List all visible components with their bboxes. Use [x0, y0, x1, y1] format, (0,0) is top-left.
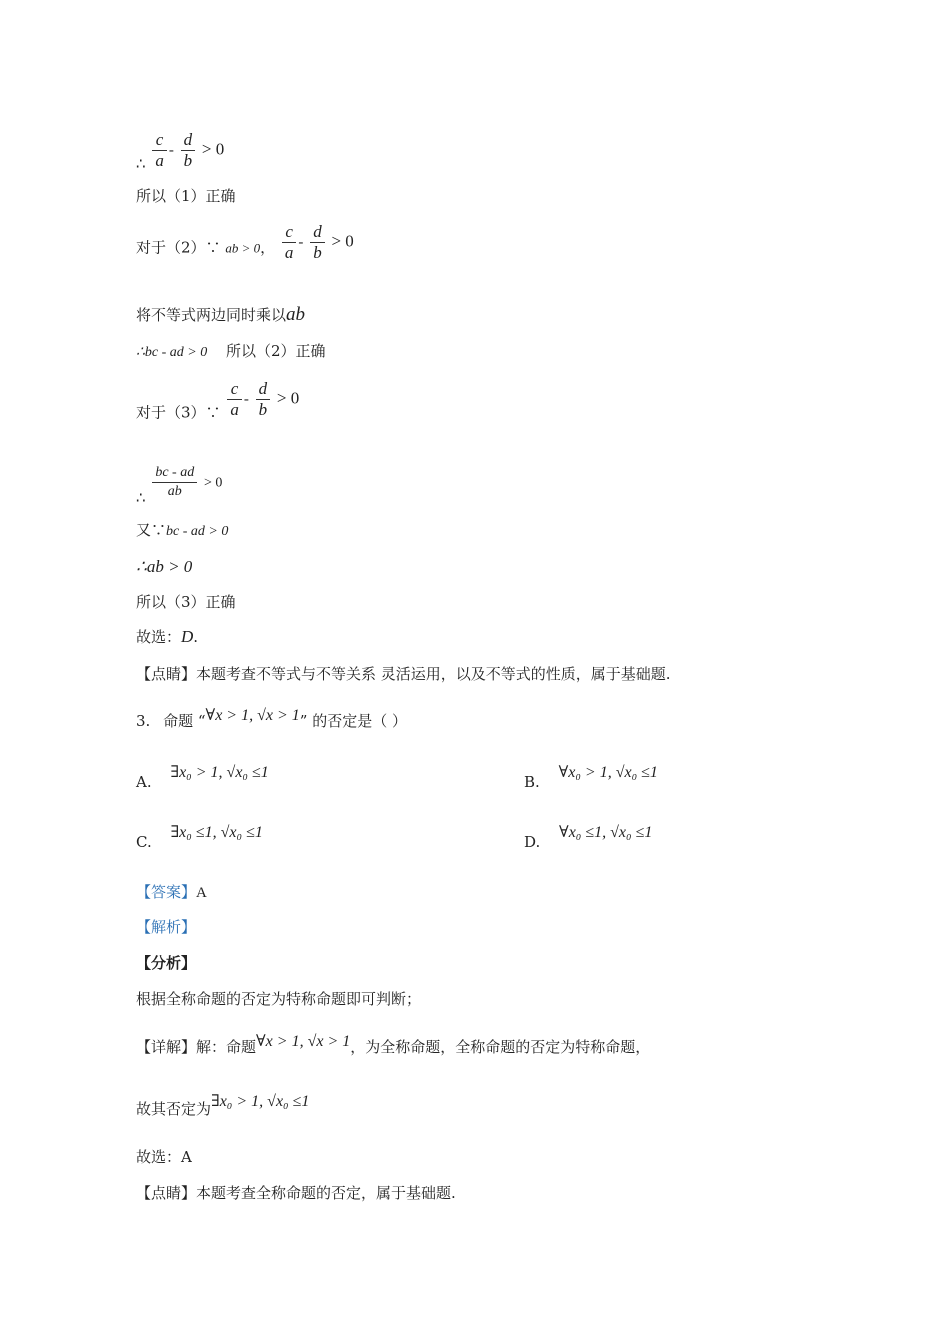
line-ab-positive: ∴ab > 0 [136, 557, 193, 576]
fraction-c-over-a: $\frac{c}{a}$ [282, 222, 297, 263]
fraction-bc-ad-over-ab: $\frac{bc - ad}{ab}$ [152, 464, 197, 501]
line-multiply: 将不等式两边同时乘以ab [136, 304, 306, 325]
answer-tag: 【答案】 [136, 883, 197, 901]
option-a: A. ∃x₀ > 1, √x₀ ≤1 [136, 764, 269, 791]
line-also: 又∵bc - ad > 0 [136, 521, 229, 539]
choose-a: 故选：A [136, 1148, 192, 1166]
line-fraction-positive: ∴ $\frac{bc - ad}{ab}$ > 0 [136, 465, 223, 507]
option-b: B. ∀x₀ > 1, √x₀ ≤1 [524, 764, 658, 791]
fraction-c-over-a: $\frac{c}{a}$ [227, 379, 242, 420]
answer-line: 【答案】A [136, 883, 207, 901]
line-choose-d: 故选：D. [136, 627, 199, 646]
line-correct-3: 所以（3）正确 [136, 593, 236, 611]
summary-3: 【点睛】本题考查全称命题的否定，属于基础题. [136, 1184, 456, 1202]
line-correct-2: ∴bc - ad > 0 所以（2）正确 [136, 342, 326, 360]
fenxi-tag: 【分析】 [136, 954, 197, 972]
line-case-3: 对于（3）∵ $\frac{c}{a}$ - $\frac{d}{b}$ > 0 [136, 379, 300, 422]
therefore-symbol: ∴ [136, 154, 146, 173]
line-summary-2: 【点睛】本题考查不等式与不等关系 灵活运用，以及不等式的性质，属于基础题. [136, 665, 671, 683]
line-correct-1: 所以（1）正确 [136, 187, 236, 205]
fraction-d-over-b: $\frac{d}{b}$ [181, 130, 196, 171]
negation-line: 故其否定为∃x₀ > 1, √x₀ ≤1 [136, 1093, 310, 1118]
line-conclusion-1: ∴ $\frac{c}{a}$ - $\frac{d}{b}$ > 0 [136, 130, 225, 173]
fraction-d-over-b: $\frac{d}{b}$ [310, 222, 325, 263]
fenxi-text: 根据全称命题的否定为特称命题即可判断； [136, 990, 422, 1008]
analysis-tag: 【解析】 [136, 918, 197, 936]
detail-line: 【详解】解：命题∀x > 1, √x > 1，为全称命题，全称命题的否定为特称命题， [136, 1033, 651, 1056]
question-3: 3. 命题 “∀x > 1, √x > 1” 的否定是（ ） [136, 707, 407, 730]
fraction-c-over-a: $\frac{c}{a}$ [152, 130, 167, 171]
line-case-2: 对于（2）∵ ab > 0， $\frac{c}{a}$ - $\frac{d}{b}$ > 0 [136, 222, 354, 262]
fraction-d-over-b: $\frac{d}{b}$ [256, 379, 271, 420]
option-d: D. ∀x₀ ≤1, √x₀ ≤1 [524, 824, 653, 851]
option-c: C. ∃x₀ ≤1, √x₀ ≤1 [136, 824, 263, 851]
